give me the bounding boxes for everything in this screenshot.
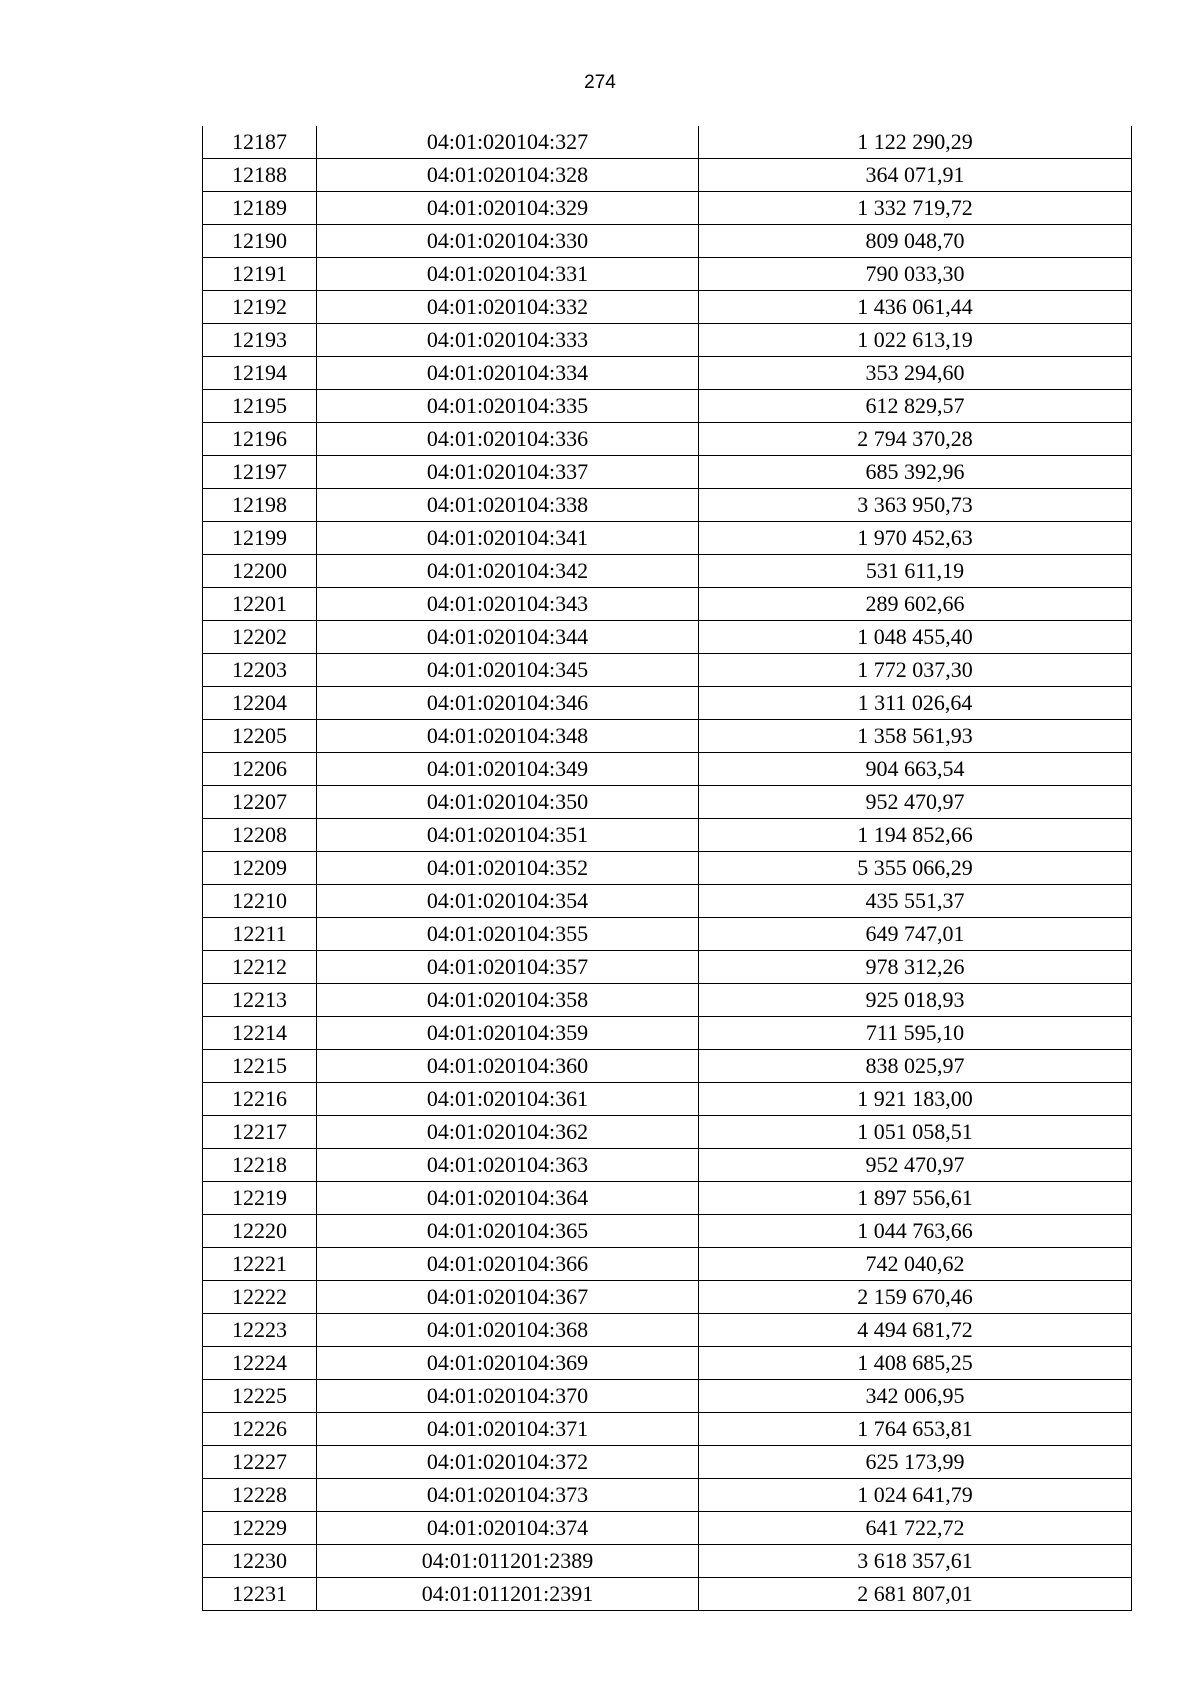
row-number-cell: 12194 [203,357,317,390]
cadastral-number-cell: 04:01:020104:370 [317,1380,699,1413]
table-row [203,555,1132,588]
value-cell: 1 436 061,44 [699,291,1132,324]
cadastral-number-cell: 04:01:020104:368 [317,1314,699,1347]
table-row [203,1380,1132,1413]
cadastral-number-cell: 04:01:020104:332 [317,291,699,324]
cadastral-value-table [202,126,1131,1611]
table-row [203,1446,1132,1479]
row-number-cell: 12229 [203,1512,317,1545]
row-number-cell: 12228 [203,1479,317,1512]
value-cell: 435 551,37 [699,885,1132,918]
cadastral-number-cell: 04:01:020104:344 [317,621,699,654]
value-cell: 1 024 641,79 [699,1479,1132,1512]
value-cell: 1 194 852,66 [699,819,1132,852]
table-row [203,1545,1132,1578]
cadastral-number-cell: 04:01:020104:333 [317,324,699,357]
row-number-cell: 12213 [203,984,317,1017]
cadastral-number-cell: 04:01:020104:341 [317,522,699,555]
row-number-cell: 12200 [203,555,317,588]
table-row [203,1314,1132,1347]
row-number-cell: 12224 [203,1347,317,1380]
value-cell: 4 494 681,72 [699,1314,1132,1347]
cadastral-number-cell: 04:01:020104:349 [317,753,699,786]
value-cell: 364 071,91 [699,159,1132,192]
table-row [203,621,1132,654]
row-number-cell: 12203 [203,654,317,687]
table-row [203,1281,1132,1314]
row-number-cell: 12226 [203,1413,317,1446]
row-number-cell: 12187 [203,126,317,159]
table-row [203,258,1132,291]
value-cell: 838 025,97 [699,1050,1132,1083]
value-cell: 289 602,66 [699,588,1132,621]
cadastral-number-cell: 04:01:020104:327 [317,126,699,159]
cadastral-number-cell: 04:01:020104:329 [317,192,699,225]
value-cell: 641 722,72 [699,1512,1132,1545]
table-row [203,1050,1132,1083]
value-cell: 685 392,96 [699,456,1132,489]
cadastral-number-cell: 04:01:020104:351 [317,819,699,852]
row-number-cell: 12188 [203,159,317,192]
row-number-cell: 12216 [203,1083,317,1116]
table-row [203,918,1132,951]
value-cell: 952 470,97 [699,786,1132,819]
value-cell: 1 122 290,29 [699,126,1132,159]
value-cell: 3 618 357,61 [699,1545,1132,1578]
cadastral-number-cell: 04:01:020104:373 [317,1479,699,1512]
row-number-cell: 12196 [203,423,317,456]
table-row [203,225,1132,258]
value-cell: 342 006,95 [699,1380,1132,1413]
cadastral-number-cell: 04:01:020104:335 [317,390,699,423]
cadastral-number-cell: 04:01:020104:328 [317,159,699,192]
cadastral-number-cell: 04:01:020104:359 [317,1017,699,1050]
table-row [203,423,1132,456]
row-number-cell: 12209 [203,852,317,885]
cadastral-number-cell: 04:01:020104:334 [317,357,699,390]
row-number-cell: 12208 [203,819,317,852]
cadastral-number-cell: 04:01:020104:355 [317,918,699,951]
row-number-cell: 12199 [203,522,317,555]
value-cell: 1 358 561,93 [699,720,1132,753]
value-cell: 1 048 455,40 [699,621,1132,654]
row-number-cell: 12204 [203,687,317,720]
row-number-cell: 12198 [203,489,317,522]
table-row [203,720,1132,753]
value-cell: 353 294,60 [699,357,1132,390]
value-cell: 742 040,62 [699,1248,1132,1281]
value-cell: 3 363 950,73 [699,489,1132,522]
row-number-cell: 12193 [203,324,317,357]
value-cell: 612 829,57 [699,390,1132,423]
row-number-cell: 12221 [203,1248,317,1281]
table-row [203,588,1132,621]
row-number-cell: 12231 [203,1578,317,1611]
cadastral-number-cell: 04:01:020104:374 [317,1512,699,1545]
cadastral-number-cell: 04:01:020104:365 [317,1215,699,1248]
value-cell: 1 921 183,00 [699,1083,1132,1116]
value-cell: 925 018,93 [699,984,1132,1017]
cadastral-number-cell: 04:01:020104:358 [317,984,699,1017]
row-number-cell: 12192 [203,291,317,324]
cadastral-number-cell: 04:01:020104:366 [317,1248,699,1281]
table-row [203,1347,1132,1380]
row-number-cell: 12220 [203,1215,317,1248]
table-row [203,951,1132,984]
cadastral-number-cell: 04:01:020104:369 [317,1347,699,1380]
row-number-cell: 12219 [203,1182,317,1215]
row-number-cell: 12205 [203,720,317,753]
table-row [203,357,1132,390]
value-cell: 1 051 058,51 [699,1116,1132,1149]
cadastral-number-cell: 04:01:020104:354 [317,885,699,918]
value-cell: 2 794 370,28 [699,423,1132,456]
row-number-cell: 12218 [203,1149,317,1182]
table-row [203,390,1132,423]
table-row [203,1017,1132,1050]
row-number-cell: 12190 [203,225,317,258]
value-cell: 711 595,10 [699,1017,1132,1050]
value-cell: 5 355 066,29 [699,852,1132,885]
value-cell: 1 897 556,61 [699,1182,1132,1215]
table-row [203,126,1132,159]
table-row [203,192,1132,225]
table-row [203,291,1132,324]
value-cell: 952 470,97 [699,1149,1132,1182]
row-number-cell: 12225 [203,1380,317,1413]
table-row [203,1512,1132,1545]
table-row [203,456,1132,489]
cadastral-number-cell: 04:01:020104:342 [317,555,699,588]
value-cell: 978 312,26 [699,951,1132,984]
page-number: 274 [584,72,616,93]
table-row [203,654,1132,687]
table-row [203,1479,1132,1512]
row-number-cell: 12206 [203,753,317,786]
value-cell: 2 159 670,46 [699,1281,1132,1314]
table-row [203,159,1132,192]
value-cell: 1 311 026,64 [699,687,1132,720]
cadastral-number-cell: 04:01:020104:364 [317,1182,699,1215]
table-row [203,753,1132,786]
table-row [203,1248,1132,1281]
cadastral-number-cell: 04:01:020104:350 [317,786,699,819]
value-cell: 1 970 452,63 [699,522,1132,555]
cadastral-number-cell: 04:01:020104:362 [317,1116,699,1149]
cadastral-number-cell: 04:01:020104:363 [317,1149,699,1182]
cadastral-number-cell: 04:01:020104:330 [317,225,699,258]
row-number-cell: 12227 [203,1446,317,1479]
cadastral-number-cell: 04:01:020104:336 [317,423,699,456]
cadastral-number-cell: 04:01:020104:371 [317,1413,699,1446]
row-number-cell: 12191 [203,258,317,291]
cadastral-number-cell: 04:01:020104:357 [317,951,699,984]
cadastral-number-cell: 04:01:020104:346 [317,687,699,720]
row-number-cell: 12212 [203,951,317,984]
row-number-cell: 12214 [203,1017,317,1050]
row-number-cell: 12195 [203,390,317,423]
cadastral-number-cell: 04:01:020104:372 [317,1446,699,1479]
table-row [203,324,1132,357]
table-row [203,1116,1132,1149]
value-cell: 531 611,19 [699,555,1132,588]
table-row [203,984,1132,1017]
table-row [203,1413,1132,1446]
value-cell: 809 048,70 [699,225,1132,258]
value-cell: 649 747,01 [699,918,1132,951]
value-cell: 1 764 653,81 [699,1413,1132,1446]
table-row [203,1215,1132,1248]
data-table [202,126,1132,1611]
row-number-cell: 12223 [203,1314,317,1347]
cadastral-number-cell: 04:01:020104:338 [317,489,699,522]
table-body [203,126,1132,1611]
value-cell: 1 044 763,66 [699,1215,1132,1248]
table-row [203,1083,1132,1116]
value-cell: 1 022 613,19 [699,324,1132,357]
row-number-cell: 12230 [203,1545,317,1578]
table-row [203,522,1132,555]
row-number-cell: 12189 [203,192,317,225]
value-cell: 1 408 685,25 [699,1347,1132,1380]
cadastral-number-cell: 04:01:020104:367 [317,1281,699,1314]
cadastral-number-cell: 04:01:020104:348 [317,720,699,753]
table-row [203,885,1132,918]
cadastral-number-cell: 04:01:011201:2391 [317,1578,699,1611]
cadastral-number-cell: 04:01:020104:345 [317,654,699,687]
cadastral-number-cell: 04:01:020104:361 [317,1083,699,1116]
value-cell: 1 332 719,72 [699,192,1132,225]
row-number-cell: 12222 [203,1281,317,1314]
value-cell: 2 681 807,01 [699,1578,1132,1611]
value-cell: 1 772 037,30 [699,654,1132,687]
table-row [203,1149,1132,1182]
row-number-cell: 12217 [203,1116,317,1149]
cadastral-number-cell: 04:01:020104:360 [317,1050,699,1083]
row-number-cell: 12211 [203,918,317,951]
row-number-cell: 12197 [203,456,317,489]
row-number-cell: 12210 [203,885,317,918]
row-number-cell: 12201 [203,588,317,621]
cadastral-number-cell: 04:01:020104:331 [317,258,699,291]
cadastral-number-cell: 04:01:020104:343 [317,588,699,621]
row-number-cell: 12215 [203,1050,317,1083]
table-row [203,1578,1132,1611]
table-row [203,819,1132,852]
row-number-cell: 12202 [203,621,317,654]
table-row [203,786,1132,819]
cadastral-number-cell: 04:01:020104:352 [317,852,699,885]
table-row [203,489,1132,522]
value-cell: 790 033,30 [699,258,1132,291]
value-cell: 625 173,99 [699,1446,1132,1479]
table-row [203,1182,1132,1215]
value-cell: 904 663,54 [699,753,1132,786]
row-number-cell: 12207 [203,786,317,819]
cadastral-number-cell: 04:01:011201:2389 [317,1545,699,1578]
table-row [203,687,1132,720]
cadastral-number-cell: 04:01:020104:337 [317,456,699,489]
table-row [203,852,1132,885]
